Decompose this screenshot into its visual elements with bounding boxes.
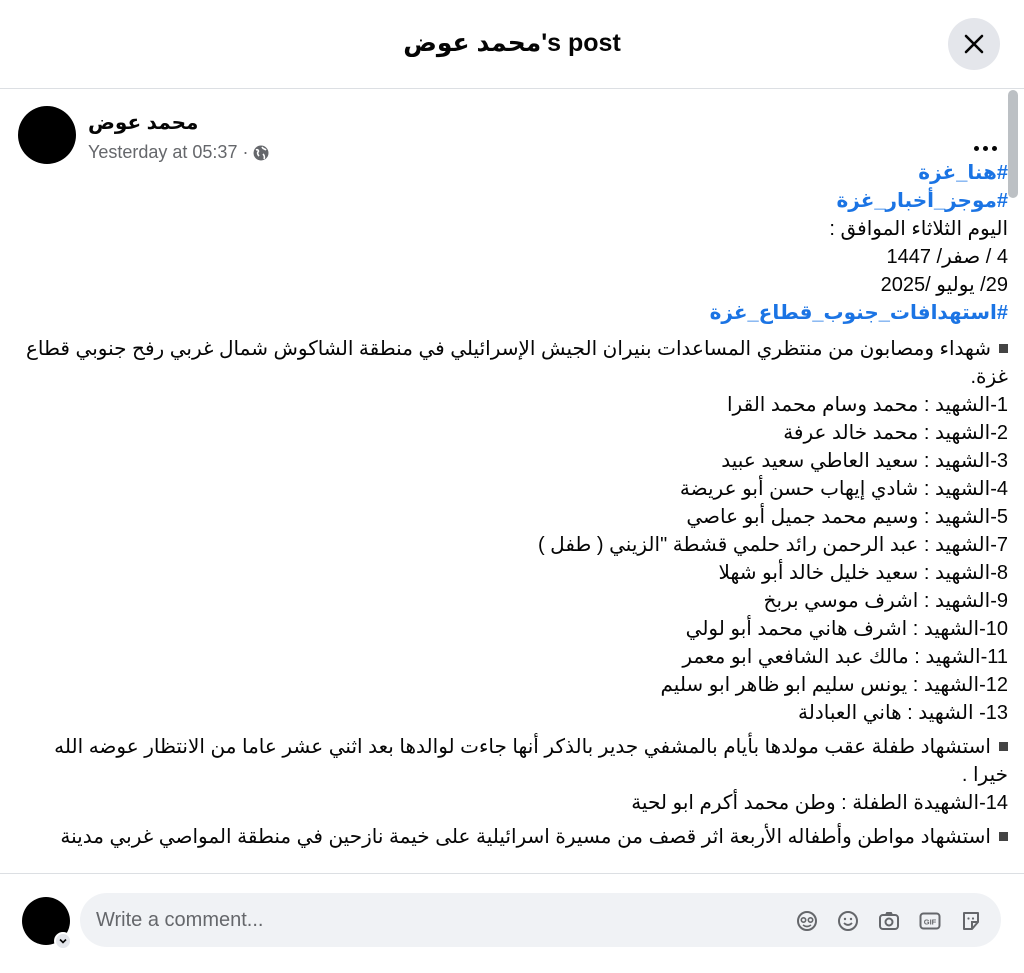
date-line: اليوم الثلاثاء الموافق : bbox=[829, 218, 1008, 240]
hashtag-link[interactable]: #موجز_أخبار_غزة bbox=[836, 190, 1008, 212]
close-button[interactable] bbox=[948, 18, 1000, 70]
list-item: 8-الشهيد : سعيد خليل خالد أبو شهلا bbox=[718, 562, 1008, 584]
comment-input[interactable] bbox=[96, 893, 776, 947]
bullet-icon bbox=[999, 344, 1008, 353]
emoji-icon[interactable] bbox=[833, 906, 862, 935]
post-text bbox=[18, 159, 1008, 851]
list-item: 13- الشهيد : هاني العبادلة bbox=[798, 702, 1008, 724]
list-item: 2-الشهيد : محمد خالد عرفة bbox=[783, 422, 1008, 444]
dialog-title: محمد عوض's post bbox=[403, 29, 621, 57]
scrollbar-thumb[interactable] bbox=[1008, 90, 1018, 198]
paragraph-text: شهداء ومصابون من منتظري المساعدات بنيران الجيش الإسرائيلي في منطقة الشاكوش شمال غربي رفح جنوبي قطاع غزة. bbox=[25, 338, 1008, 388]
paragraph-text: استشهاد مواطن وأطفاله الأربعة اثر قصف من مسيرة اسرائيلية على خيمة نازحين في منطقة المواصي غربي مدينة bbox=[60, 826, 991, 848]
list-item: 3-الشهيد : سعيد العاطي سعيد عبيد bbox=[721, 450, 1008, 472]
list-item: 9-الشهيد : اشرف موسي بربخ bbox=[763, 590, 1008, 612]
list-item: 10-الشهيد : اشرف هاني محمد أبو لولي bbox=[685, 618, 1008, 640]
paragraph bbox=[18, 733, 1008, 789]
date-line: 4 / صفر/ 1447 bbox=[886, 246, 1008, 268]
meta-separator: · bbox=[242, 142, 249, 162]
bullet-icon bbox=[999, 742, 1008, 751]
hashtag-link[interactable]: #هنا_غزة bbox=[918, 162, 1008, 184]
camera-icon[interactable] bbox=[874, 906, 903, 935]
post-timestamp[interactable]: Yesterday at 05:37 bbox=[88, 142, 238, 162]
bullet-icon bbox=[999, 832, 1008, 841]
author-name[interactable]: محمد عوض bbox=[88, 112, 199, 134]
sticker-icon[interactable] bbox=[956, 906, 985, 935]
paragraph-text: استشهاد طفلة عقب مولدها بأيام بالمشفي جدير بالذكر أنها جاءت لوالدها بعد اثني عشر عاما من الانتظار عوضه الله خيرا . bbox=[54, 736, 1008, 786]
list-item: 14-الشهيدة الطفلة : وطن محمد أكرم ابو لحية bbox=[631, 792, 1008, 814]
list-item: 4-الشهيد : شادي إيهاب حسن أبو عريضة bbox=[679, 478, 1008, 500]
author-avatar[interactable] bbox=[18, 106, 76, 164]
comment-actions bbox=[792, 906, 985, 935]
chevron-down-icon[interactable] bbox=[54, 932, 72, 950]
avatar-sticker-icon[interactable] bbox=[792, 906, 821, 935]
list-item: 12-الشهيد : يونس سليم ابو ظاهر ابو سليم bbox=[660, 674, 1008, 696]
comment-box[interactable] bbox=[80, 893, 1001, 947]
list-item: 1-الشهيد : محمد وسام محمد القرا bbox=[727, 394, 1008, 416]
dialog-header bbox=[0, 0, 1024, 89]
comment-footer bbox=[0, 873, 1024, 973]
post-scroll-area[interactable] bbox=[0, 90, 1024, 872]
paragraph bbox=[18, 335, 1008, 391]
more-horizontal-icon bbox=[974, 146, 979, 151]
list-item: 5-الشهيد : وسيم محمد جميل أبو عاصي bbox=[686, 506, 1008, 528]
svg-text:GIF: GIF bbox=[923, 917, 936, 926]
hashtag-link[interactable]: #استهدافات_جنوب_قطاع_غزة bbox=[709, 302, 1008, 324]
gif-icon[interactable] bbox=[915, 906, 944, 935]
date-line: 29/ يوليو /2025 bbox=[880, 274, 1008, 296]
more-options-button[interactable] bbox=[968, 136, 1002, 160]
close-icon bbox=[963, 33, 985, 55]
list-item: 11-الشهيد : مالك عبد الشافعي ابو معمر bbox=[682, 646, 1008, 668]
list-item: 7-الشهيد : عبد الرحمن رائد حلمي قشطة "الزيني ( طفل ) bbox=[537, 534, 1008, 556]
paragraph bbox=[18, 823, 1008, 851]
